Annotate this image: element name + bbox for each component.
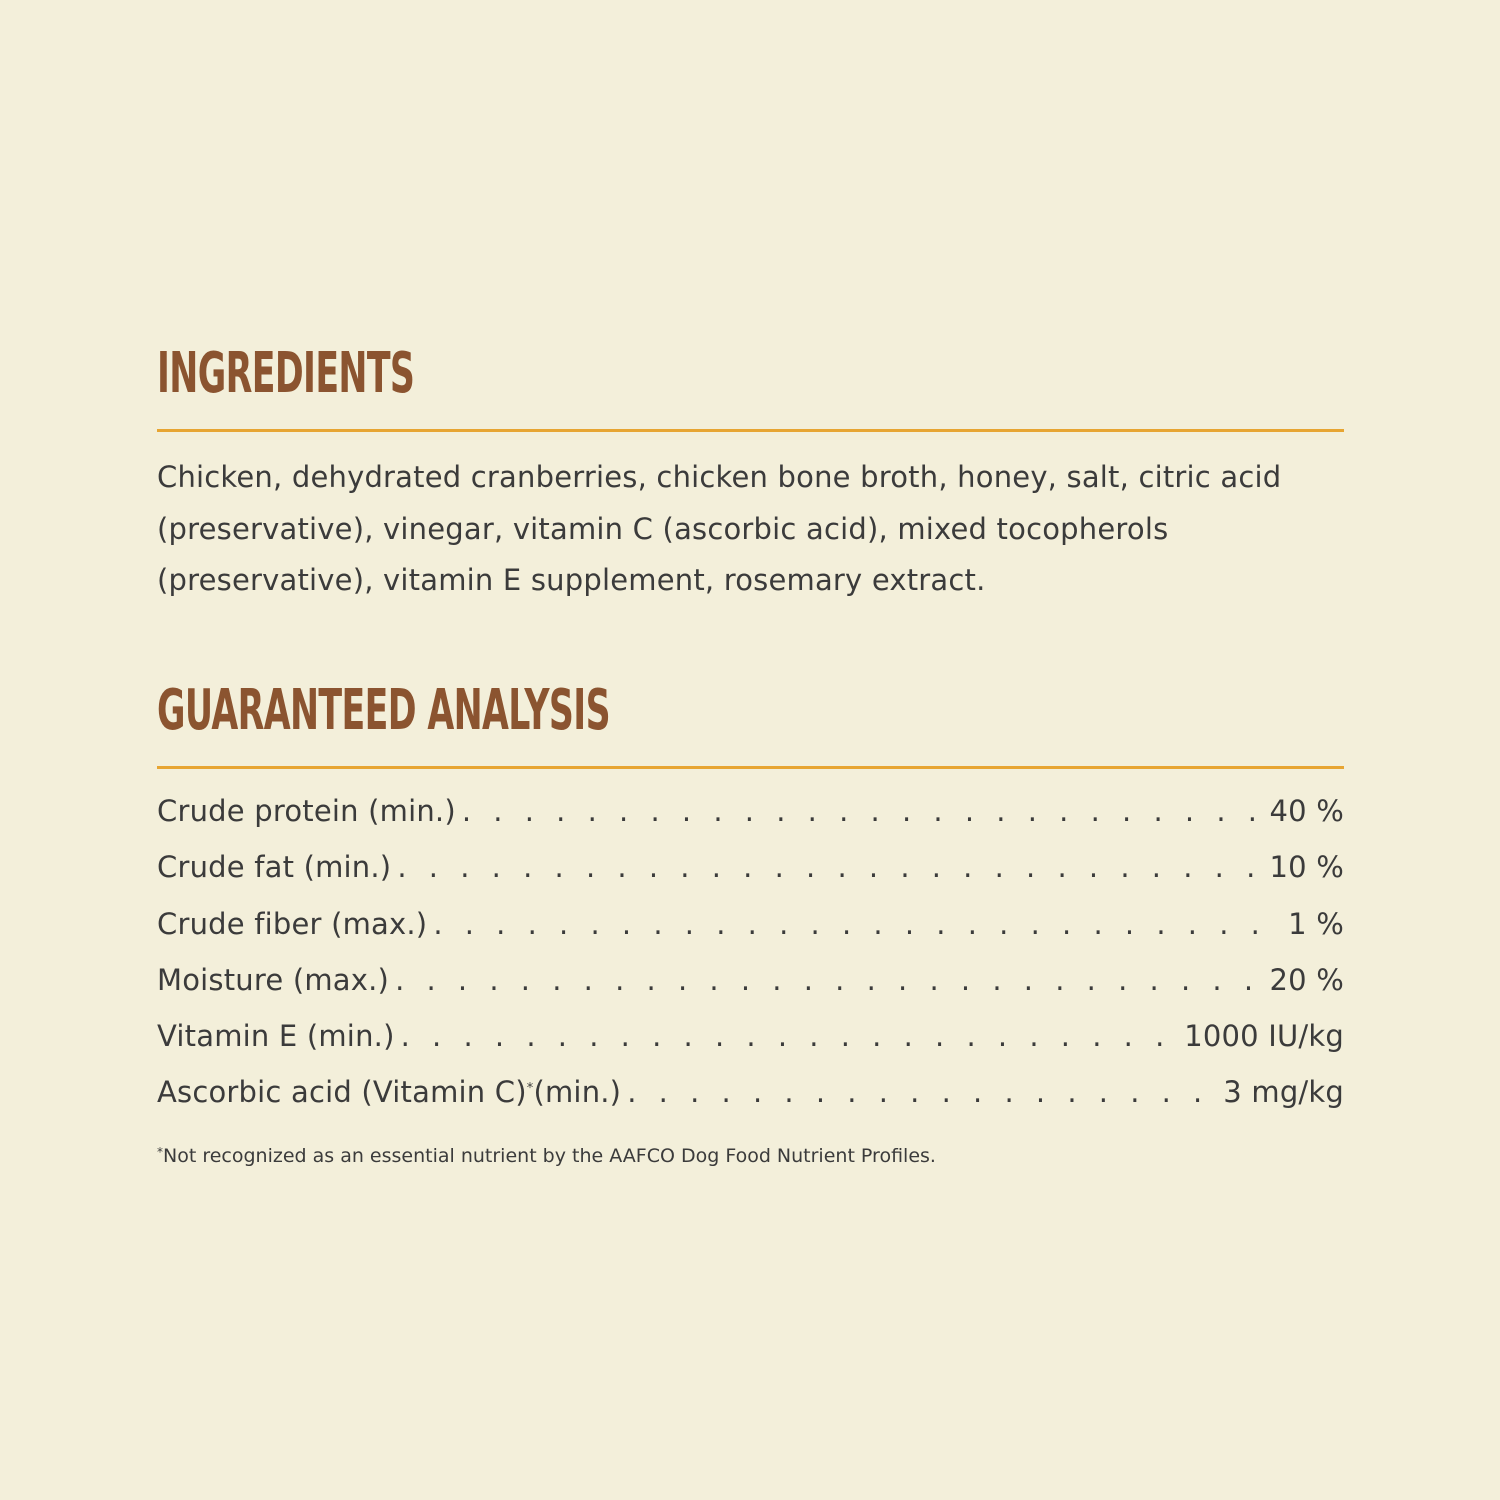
analysis-label: Vitamin E (min.) (157, 1019, 395, 1054)
analysis-row-crude-fiber (157, 907, 1344, 963)
footnote-text: Not recognized as an essential nutrient by the AAFCO Dog Food Nutrient Profiles. (163, 1145, 936, 1167)
dot-leader (627, 1075, 1217, 1109)
ingredients-text: Chicken, dehydrated cranberries, chicken bone broth, honey, salt, citric acid (preservative), vinegar, vitamin C (ascorbic acid), mixed tocopherols (preservative), vitamin E supplement, rosemary extract. (157, 460, 1282, 597)
analysis-row-moisture (157, 963, 1344, 1019)
analysis-value: 1000 IU/kg (1184, 1019, 1344, 1054)
analysis-label: Crude fiber (max.) (157, 906, 428, 941)
analysis-label: Crude protein (min.) (157, 794, 456, 828)
analysis-row-crude-fat (157, 850, 1344, 906)
analysis-value: 10 % (1269, 850, 1344, 885)
analysis-label: Moisture (max.) (157, 962, 390, 997)
analysis-value: 3 mg/kg (1223, 1075, 1344, 1110)
analysis-row-vitamin-e (157, 1019, 1344, 1075)
analysis-divider (157, 766, 1344, 769)
dot-leader (397, 850, 1263, 884)
analysis-table (157, 794, 1344, 1132)
dot-leader (401, 1019, 1179, 1053)
analysis-label: Ascorbic acid (Vitamin C) (157, 1075, 527, 1110)
analysis-value: 40 % (1269, 794, 1344, 828)
guaranteed-analysis-heading: GUARANTEED ANALYSIS (157, 678, 610, 743)
analysis-label-group (157, 1075, 621, 1109)
ingredients-divider (157, 429, 1344, 432)
analysis-value: 1 % (1288, 906, 1344, 941)
analysis-label-suffix: (min.) (533, 1075, 622, 1110)
analysis-label: Crude fat (min.) (157, 850, 392, 885)
analysis-value: 20 % (1269, 962, 1344, 997)
footnote-marker: * (526, 1081, 534, 1097)
dot-leader (433, 907, 1282, 941)
analysis-row-ascorbic-acid (157, 1075, 1344, 1131)
dot-leader (462, 794, 1264, 828)
analysis-row-crude-protein (157, 794, 1344, 850)
footnote-star: * (157, 1145, 163, 1159)
nutrition-panel (157, 0, 1344, 1500)
ingredients-heading: INGREDIENTS (157, 341, 415, 406)
dot-leader (395, 963, 1263, 997)
footnote (157, 1145, 936, 1167)
